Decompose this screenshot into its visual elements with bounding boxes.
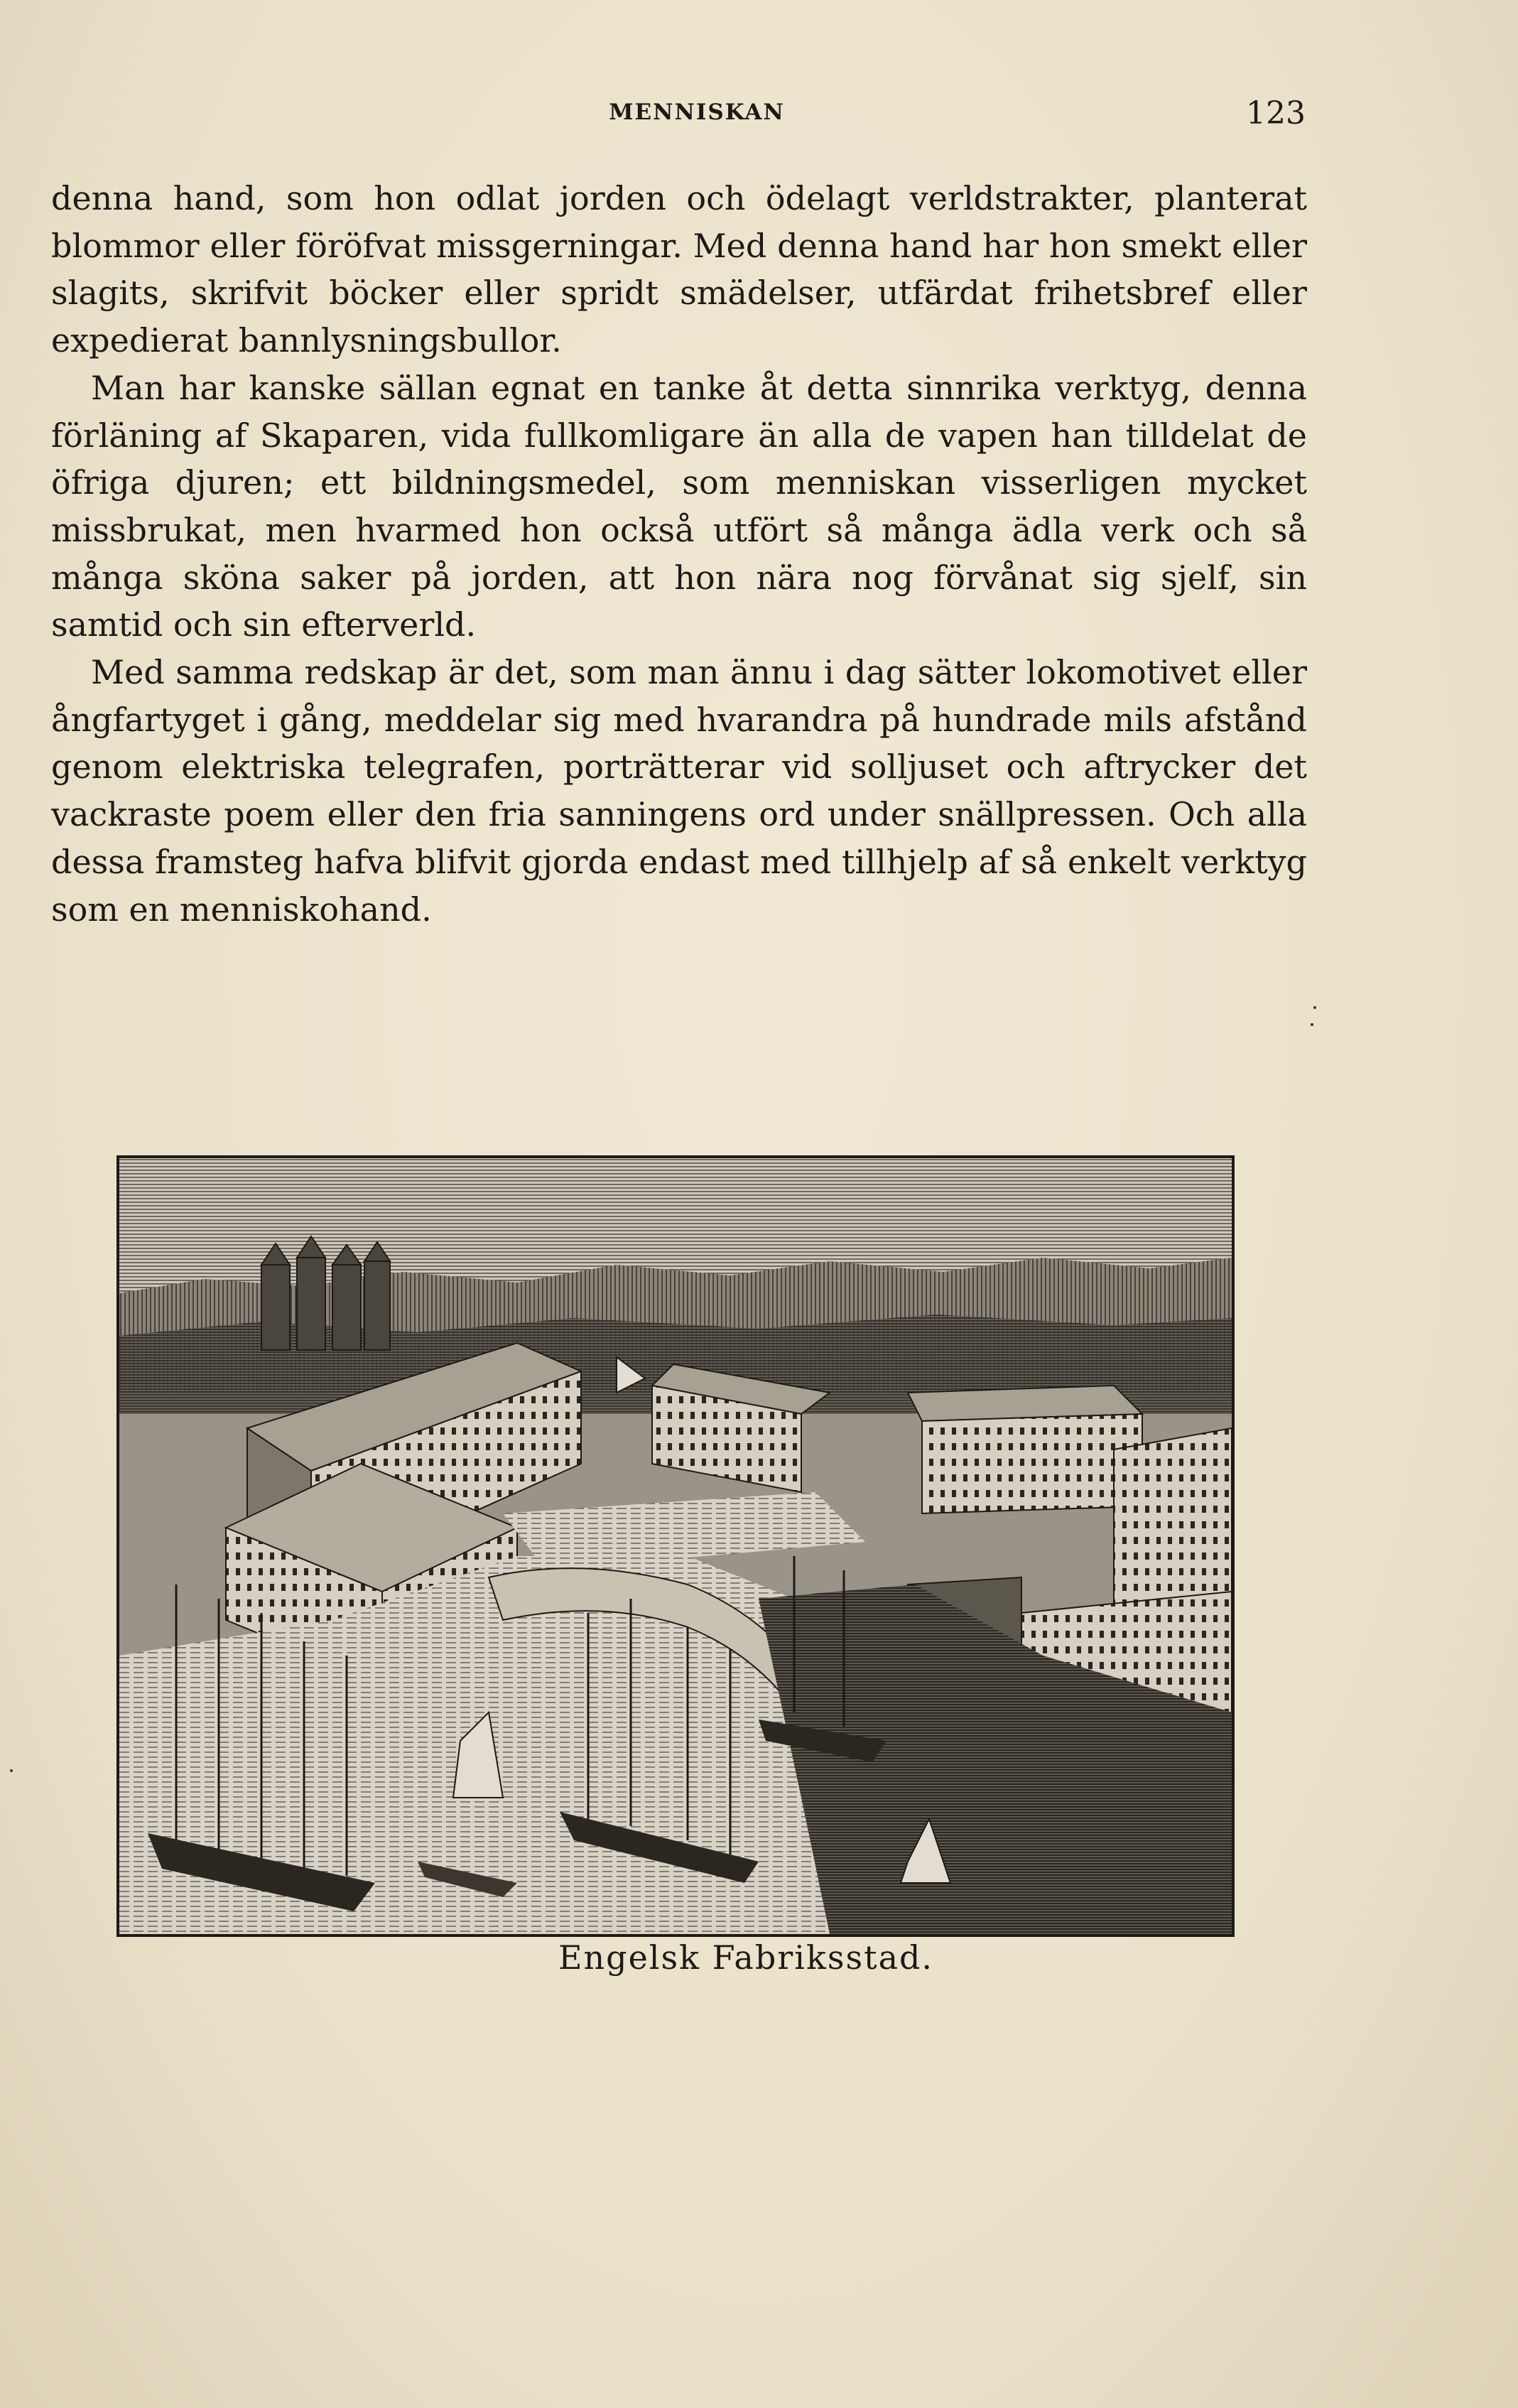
paragraph-2: Man har kanske sällan egnat en tanke åt detta sinnrika verktyg, denna förläning af Skaparen, vida fullkomligare än alla de vapen han tilldelat de öfriga djuren; ett bildningsmedel, som menniskan visserligen mycket missbrukat, men hvarmed hon också utfört så många ädla verk och så många sköna saker på jorden, att hon nära nog förvånat sig sjelf, sin samtid och sin efterverld. — [51, 368, 1307, 644]
engraving-illustration — [116, 1155, 1235, 1937]
print-speck — [1311, 1023, 1313, 1026]
page-number: 123 — [1246, 95, 1306, 131]
paragraph-3: Med samma redskap är det, som man ännu i dag sätter lokomotivet eller ångfartyget i gång, meddelar sig med hvarandra på hundrade mils afstånd genom elektriska telegrafen, porträtterar vid solljuset och aftrycker det vackraste poem eller den fria sanningens ord under snällpressen. Och alla dessa framsteg hafva blifvit gjorda endast med tillhjelp af så enkelt verktyg som en menniskohand. — [51, 653, 1307, 929]
right-warehouse — [908, 1386, 1142, 1513]
body-text — [51, 175, 1307, 933]
running-head: MENNISKAN — [609, 99, 785, 125]
paragraph-1: denna hand, som hon odlat jorden och ödelagt verldstrakter, planterat blommor eller föröfvat missgerningar. Med denna hand har hon smekt eller slagits, skrifvit böcker eller spridt smädelser, utfärdat frihetsbref eller expedierat bannlysningsbullor. — [51, 179, 1307, 360]
figure-caption: Engelsk Fabriksstad. — [558, 1938, 934, 1977]
print-speck — [1313, 1006, 1316, 1009]
harbor-city-engraving — [119, 1158, 1232, 1934]
print-speck — [10, 1769, 13, 1772]
